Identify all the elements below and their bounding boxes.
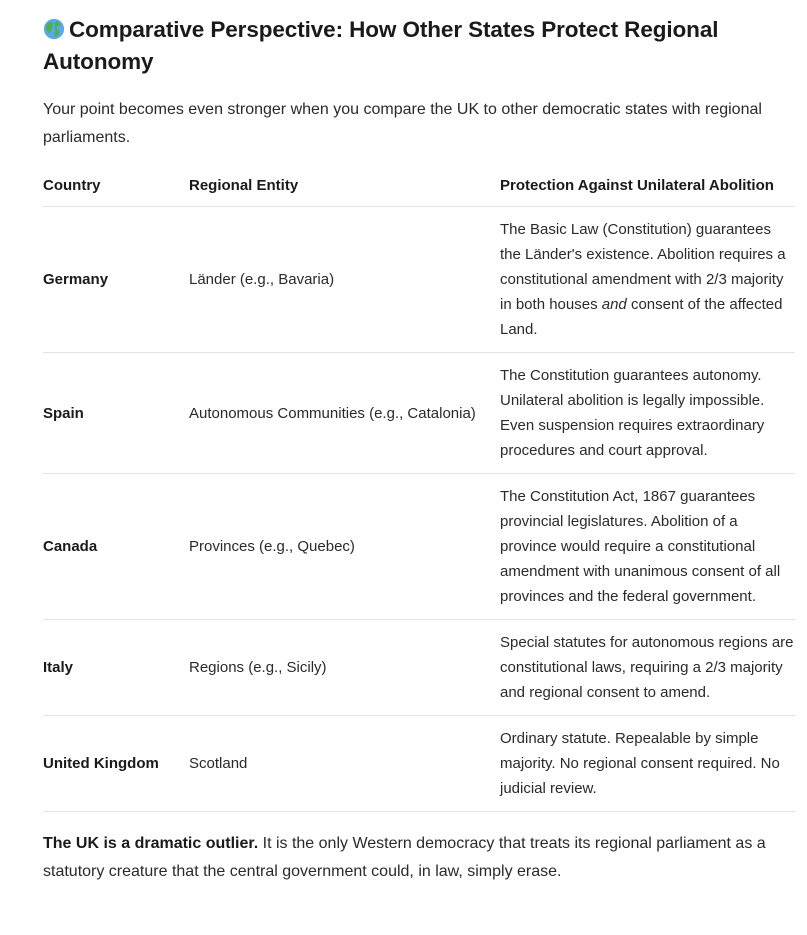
document bbox=[43, 14, 795, 886]
intro-paragraph: Your point becomes even stronger when you compare the UK to other democratic states with regional parliaments. bbox=[43, 101, 762, 146]
country-cell: Italy bbox=[43, 620, 189, 716]
conclusion-paragraph bbox=[43, 830, 795, 886]
conclusion-bold: The UK is a dramatic outlier. bbox=[43, 835, 259, 852]
protection-cell: The Constitution Act, 1867 guarantees provincial legislatures. Abolition of a province would require a constitutional amendment with unanimous consent of all provinces and the federal government. bbox=[500, 474, 795, 620]
entity-cell: Länder (e.g., Bavaria) bbox=[189, 207, 500, 353]
conclusion-text: It is the only Western democracy that treats its regional parliament as a statutory creature that the central government could, in law, simply erase. bbox=[43, 835, 766, 880]
table-row bbox=[43, 353, 795, 474]
protection-cell bbox=[500, 207, 795, 353]
country-cell: Spain bbox=[43, 353, 189, 474]
table-header-row bbox=[43, 170, 795, 207]
section-heading bbox=[43, 14, 795, 78]
table-row bbox=[43, 474, 795, 620]
protection-cell: The Constitution guarantees autonomy. Unilateral abolition is legally impossible. Even suspension requires extraordinary procedures and court approval. bbox=[500, 353, 795, 474]
entity-cell: Regions (e.g., Sicily) bbox=[189, 620, 500, 716]
table-row bbox=[43, 620, 795, 716]
comparison-table bbox=[43, 170, 795, 812]
column-header-protection: Protection Against Unilateral Abolition bbox=[500, 170, 795, 207]
protection-text: consent of the affected Land. bbox=[500, 296, 783, 338]
column-header-country: Country bbox=[43, 170, 189, 207]
protection-cell: Ordinary statute. Repealable by simple majority. No regional consent required. No judicial review. bbox=[500, 716, 795, 812]
country-cell: Germany bbox=[43, 207, 189, 353]
heading-text: Comparative Perspective: How Other States Protect Regional Autonomy bbox=[43, 17, 719, 74]
table-row bbox=[43, 207, 795, 353]
entity-cell: Autonomous Communities (e.g., Catalonia) bbox=[189, 353, 500, 474]
entity-cell: Provinces (e.g., Quebec) bbox=[189, 474, 500, 620]
protection-text: The Basic Law (Constitution) guarantees the Länder's existence. Abolition requires a constitutional amendment with 2/3 majority in both houses bbox=[500, 221, 786, 313]
country-cell: United Kingdom bbox=[43, 716, 189, 812]
column-header-entity: Regional Entity bbox=[189, 170, 500, 207]
globe-icon bbox=[43, 18, 65, 40]
protection-cell: Special statutes for autonomous regions are constitutional laws, requiring a 2/3 majority and regional consent to amend. bbox=[500, 620, 795, 716]
protection-emphasis: and bbox=[601, 296, 627, 313]
table-row bbox=[43, 716, 795, 812]
country-cell: Canada bbox=[43, 474, 189, 620]
entity-cell: Scotland bbox=[189, 716, 500, 812]
